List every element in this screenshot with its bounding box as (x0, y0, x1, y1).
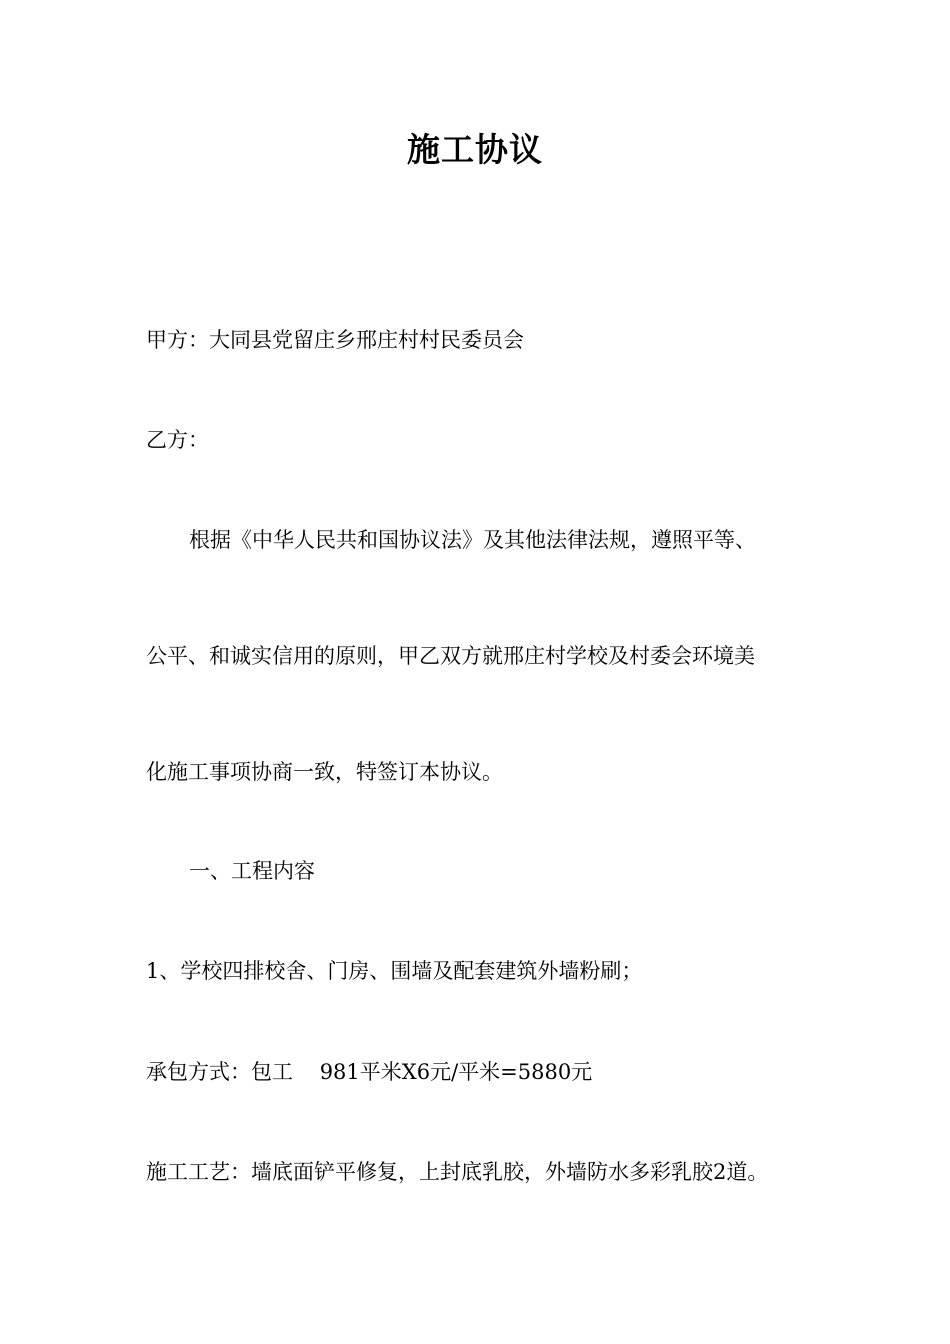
preamble-line-1: 根据《中华人民共和国协议法》及其他法律法规，遵照平等、 (189, 528, 756, 552)
party-a-line: 甲方：大同县党留庄乡邢庄村村民委员会 (146, 328, 524, 352)
preamble-line-3: 化施工事项协商一致，特签订本协议。 (146, 760, 503, 784)
document-title: 施工协议 (407, 130, 543, 169)
party-b-line: 乙方： (146, 428, 209, 452)
construction-process-line: 施工工艺：墙底面铲平修复，上封底乳胶，外墙防水多彩乳胶2道。 (146, 1160, 769, 1184)
item-1-line: 1、学校四排校舍、门房、围墙及配套建筑外墙粉刷； (146, 959, 643, 983)
preamble-line-2: 公平、和诚实信用的原则，甲乙双方就邢庄村学校及村委会环境美 (146, 644, 755, 668)
section-heading: 一、工程内容 (189, 859, 315, 883)
contract-method-line: 承包方式：包工 981平米X6元/平米=5880元 (146, 1060, 593, 1084)
